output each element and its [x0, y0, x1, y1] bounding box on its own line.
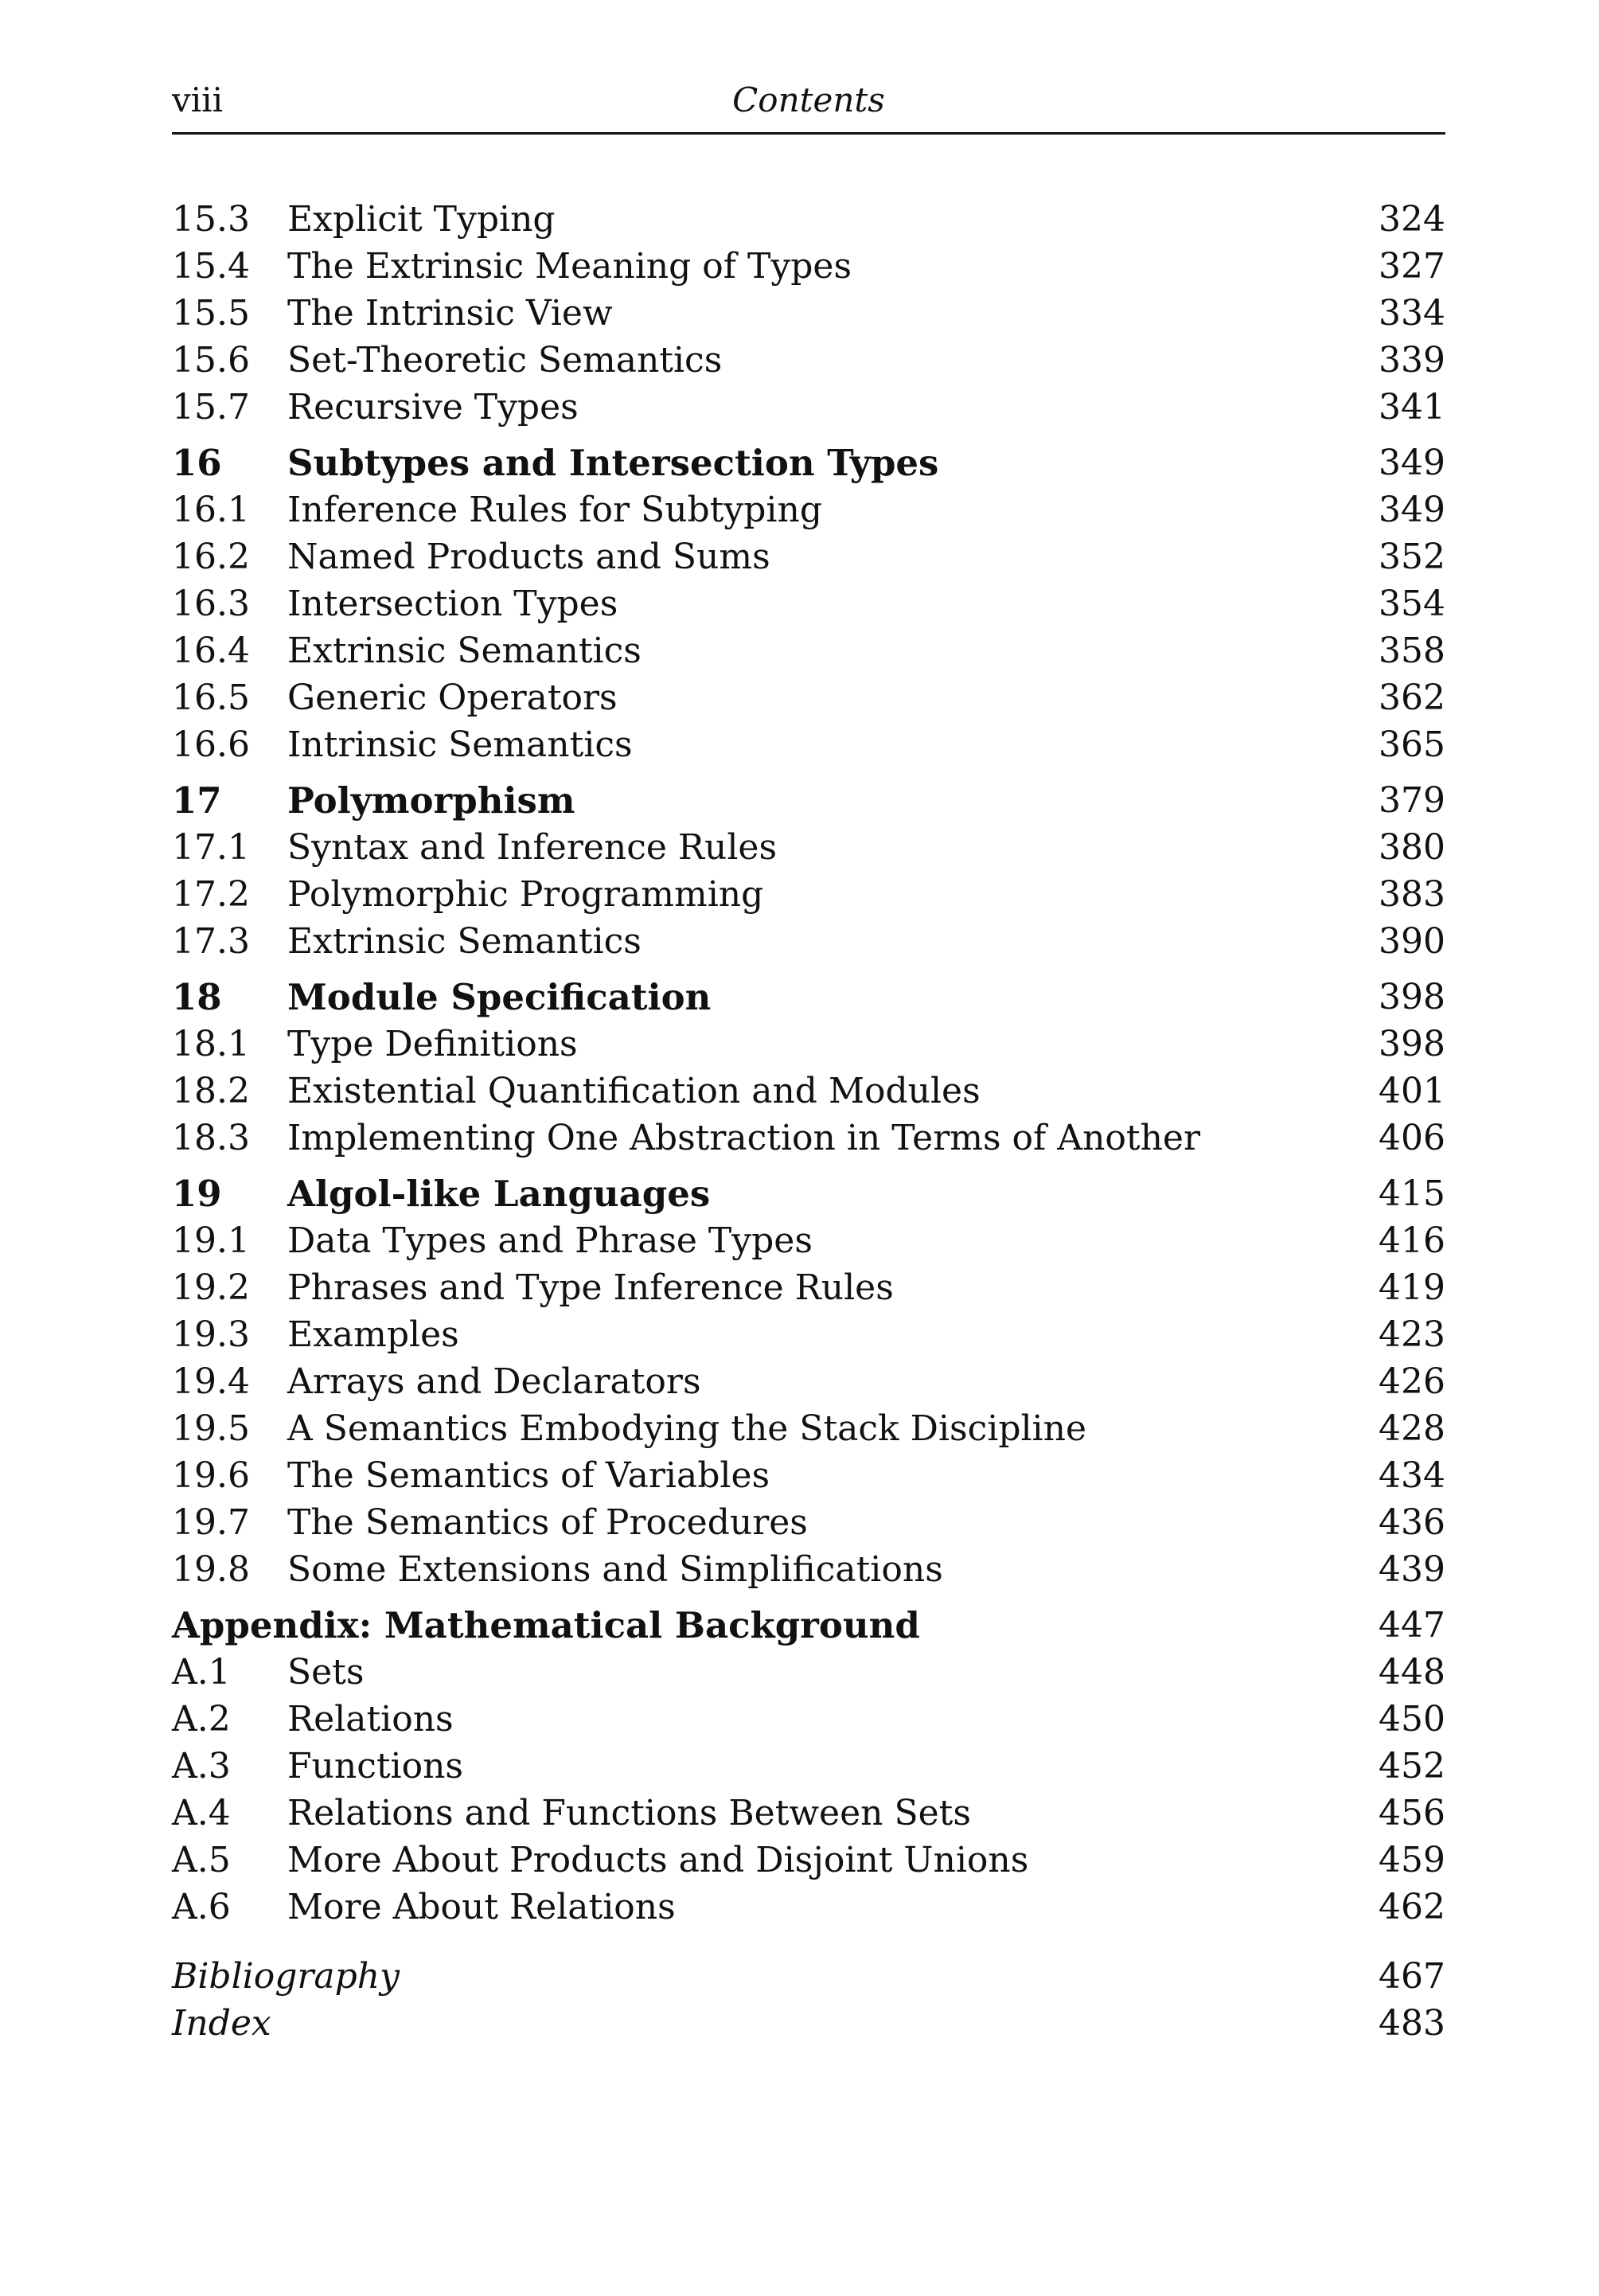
toc-entry-number: 17: [172, 779, 222, 822]
toc-entry-number: 19.2: [172, 1267, 250, 1308]
toc-backmatter-entry[interactable]: [172, 2000, 1445, 2047]
toc-entry-page: 456: [1379, 1793, 1445, 1833]
toc-entry-number: 16.3: [172, 584, 250, 624]
toc-entry-title: A Semantics Embodying the Stack Discipline: [287, 1408, 1087, 1449]
toc-appendix-entry[interactable]: [172, 1602, 1445, 1649]
toc-section-entry[interactable]: [172, 1405, 1445, 1452]
toc-section-entry[interactable]: [172, 1837, 1445, 1884]
toc-entry-number: 15.3: [172, 199, 250, 240]
toc-entry-title: Existential Quantification and Modules: [287, 1071, 981, 1111]
toc-section-entry[interactable]: [172, 1884, 1445, 1931]
toc-entry-page: 434: [1379, 1455, 1445, 1496]
toc-entry-title: Syntax and Inference Rules: [287, 827, 778, 868]
toc-section-entry[interactable]: [172, 1790, 1445, 1837]
toc-entry-title: Relations and Functions Between Sets: [287, 1793, 971, 1833]
toc-entry-title: Implementing One Abstraction in Terms of Another: [287, 1118, 1200, 1158]
toc-entry-number: 19.8: [172, 1549, 250, 1590]
toc-section-entry[interactable]: [172, 1115, 1445, 1162]
toc-entry-number: 19.7: [172, 1502, 250, 1543]
toc-entry-number: 15.5: [172, 293, 250, 334]
toc-entry-page: 334: [1379, 293, 1445, 334]
toc-entry-page: 483: [1379, 2003, 1445, 2044]
toc-entry-page: 365: [1379, 724, 1445, 765]
toc-entry-title: The Intrinsic View: [287, 293, 613, 334]
toc-entry-title: The Extrinsic Meaning of Types: [287, 246, 852, 287]
toc-section-entry[interactable]: [172, 337, 1445, 384]
toc-entry-page: 423: [1379, 1314, 1445, 1355]
toc-entry-page: 327: [1379, 246, 1445, 287]
toc-entry-number: 16: [172, 442, 222, 484]
toc-entry-title: The Semantics of Procedures: [287, 1502, 808, 1543]
toc-section-entry[interactable]: [172, 1358, 1445, 1405]
toc-entry-page: 419: [1379, 1267, 1445, 1308]
toc-entry-page: 352: [1379, 537, 1445, 577]
toc-entry-number: A.5: [172, 1840, 231, 1880]
toc-section-entry[interactable]: [172, 674, 1445, 721]
toc-entry-number: 15.6: [172, 340, 250, 381]
toc-entry-page: 447: [1379, 1605, 1445, 1646]
toc-entry-number: A.6: [172, 1887, 231, 1927]
toc-section-entry[interactable]: [172, 533, 1445, 580]
toc-section-entry[interactable]: [172, 627, 1445, 674]
toc-section-entry[interactable]: [172, 1217, 1445, 1264]
toc-entry-title: Subtypes and Intersection Types: [287, 442, 939, 484]
toc-entry-title: Named Products and Sums: [287, 537, 770, 577]
toc-entry-page: 401: [1379, 1071, 1445, 1111]
toc-entry-number: A.3: [172, 1746, 231, 1786]
toc-entry-title: Polymorphism: [287, 779, 575, 822]
toc-entry-page: 398: [1379, 1024, 1445, 1064]
toc-entry-title: Extrinsic Semantics: [287, 921, 642, 962]
toc-section-entry[interactable]: [172, 243, 1445, 290]
toc-section-entry[interactable]: [172, 1452, 1445, 1499]
toc-section-entry[interactable]: [172, 1696, 1445, 1743]
toc-entry-title: Arrays and Declarators: [287, 1361, 701, 1402]
toc-chapter-entry[interactable]: [172, 439, 1445, 486]
toc-entry-number: 15.4: [172, 246, 250, 287]
toc-entry-page: 436: [1379, 1502, 1445, 1543]
toc-entry-number: 19.5: [172, 1408, 250, 1449]
toc-entry-number: 16.4: [172, 631, 250, 671]
toc-section-entry[interactable]: [172, 1499, 1445, 1546]
toc-entry-page: 450: [1379, 1699, 1445, 1740]
toc-entry-title: Algol-like Languages: [287, 1173, 711, 1215]
toc-entry-number: 16.5: [172, 677, 250, 718]
toc-entry-title: Appendix: Mathematical Background: [172, 1604, 920, 1646]
toc-section-entry[interactable]: [172, 824, 1445, 871]
toc-entry-title: Some Extensions and Simplifications: [287, 1549, 943, 1590]
toc-entry-page: 416: [1379, 1220, 1445, 1261]
toc-entry-number: 16.1: [172, 490, 250, 530]
toc-chapter-entry[interactable]: [172, 777, 1445, 824]
toc-section-entry[interactable]: [172, 1743, 1445, 1790]
toc-entry-title: Extrinsic Semantics: [287, 631, 642, 671]
table-of-contents: [172, 196, 1445, 2047]
toc-entry-page: 428: [1379, 1408, 1445, 1449]
toc-entry-page: 362: [1379, 677, 1445, 718]
toc-entry-number: A.4: [172, 1793, 231, 1833]
toc-section-entry[interactable]: [172, 486, 1445, 533]
toc-entry-title: Data Types and Phrase Types: [287, 1220, 813, 1261]
toc-entry-number: 17.1: [172, 827, 250, 868]
toc-entry-title: Polymorphic Programming: [287, 874, 764, 915]
toc-section-entry[interactable]: [172, 384, 1445, 431]
toc-entry-title: Index: [172, 2003, 271, 2044]
toc-entry-page: 426: [1379, 1361, 1445, 1402]
toc-entry-title: Intrinsic Semantics: [287, 724, 633, 765]
toc-entry-number: 16.6: [172, 724, 250, 765]
toc-entry-number: 17.3: [172, 921, 250, 962]
toc-entry-title: Sets: [287, 1652, 365, 1693]
toc-entry-title: The Semantics of Variables: [287, 1455, 770, 1496]
toc-entry-page: 448: [1379, 1652, 1445, 1693]
toc-section-entry[interactable]: [172, 196, 1445, 243]
toc-entry-number: 19.6: [172, 1455, 250, 1496]
toc-entry-number: 15.7: [172, 387, 250, 428]
toc-entry-page: 406: [1379, 1118, 1445, 1158]
toc-entry-page: 354: [1379, 584, 1445, 624]
toc-entry-title: Set-Theoretic Semantics: [287, 340, 723, 381]
toc-entry-page: 398: [1379, 977, 1445, 1017]
toc-entry-number: 19: [172, 1173, 222, 1215]
toc-entry-page: 467: [1379, 1956, 1445, 1997]
toc-entry-title: Type Definitions: [287, 1024, 578, 1064]
toc-entry-number: 18.2: [172, 1071, 250, 1111]
toc-entry-page: 390: [1379, 921, 1445, 962]
toc-entry-number: A.1: [172, 1652, 231, 1693]
toc-section-entry[interactable]: [172, 1021, 1445, 1068]
toc-entry-title: Explicit Typing: [287, 199, 556, 240]
toc-entry-page: 380: [1379, 827, 1445, 868]
toc-backmatter-entry[interactable]: [172, 1953, 1445, 2000]
toc-entry-number: 18: [172, 976, 222, 1018]
toc-entry-page: 383: [1379, 874, 1445, 915]
header-rule: [172, 132, 1445, 135]
toc-entry-title: Module Specification: [287, 976, 712, 1018]
toc-section-entry[interactable]: [172, 1546, 1445, 1593]
running-head: [172, 76, 1445, 134]
toc-chapter-entry[interactable]: [172, 1170, 1445, 1217]
toc-entry-page: 415: [1379, 1173, 1445, 1214]
toc-entry-page: 379: [1379, 780, 1445, 821]
toc-entry-title: Intersection Types: [287, 584, 618, 624]
toc-entry-title: Examples: [287, 1314, 459, 1355]
toc-chapter-entry[interactable]: [172, 974, 1445, 1021]
toc-entry-title: Bibliography: [172, 1956, 400, 1997]
toc-entry-number: 19.1: [172, 1220, 250, 1261]
toc-entry-page: 459: [1379, 1840, 1445, 1880]
toc-entry-title: More About Products and Disjoint Unions: [287, 1840, 1029, 1880]
toc-entry-number: 19.3: [172, 1314, 250, 1355]
toc-section-entry[interactable]: [172, 1649, 1445, 1696]
toc-section-entry[interactable]: [172, 1311, 1445, 1358]
toc-entry-number: 16.2: [172, 537, 250, 577]
toc-section-entry[interactable]: [172, 1068, 1445, 1115]
toc-entry-title: More About Relations: [287, 1887, 676, 1927]
running-title: Contents: [732, 80, 885, 119]
toc-entry-page: 341: [1379, 387, 1445, 428]
toc-entry-page: 462: [1379, 1887, 1445, 1927]
page-number: viii: [172, 80, 224, 119]
toc-section-entry[interactable]: [172, 290, 1445, 337]
toc-entry-number: 18.3: [172, 1118, 250, 1158]
toc-entry-number: 17.2: [172, 874, 250, 915]
toc-section-entry[interactable]: [172, 918, 1445, 965]
toc-entry-title: Generic Operators: [287, 677, 618, 718]
toc-entry-page: 339: [1379, 340, 1445, 381]
toc-section-entry[interactable]: [172, 721, 1445, 768]
toc-section-entry[interactable]: [172, 871, 1445, 918]
toc-entry-page: 358: [1379, 631, 1445, 671]
toc-entry-title: Relations: [287, 1699, 454, 1740]
toc-entry-title: Recursive Types: [287, 387, 579, 428]
toc-entry-number: 19.4: [172, 1361, 250, 1402]
toc-section-entry[interactable]: [172, 580, 1445, 627]
toc-entry-title: Phrases and Type Inference Rules: [287, 1267, 894, 1308]
toc-entry-title: Functions: [287, 1746, 464, 1786]
toc-entry-page: 349: [1379, 490, 1445, 530]
toc-entry-page: 452: [1379, 1746, 1445, 1786]
toc-entry-page: 324: [1379, 199, 1445, 240]
toc-section-entry[interactable]: [172, 1264, 1445, 1311]
toc-entry-page: 439: [1379, 1549, 1445, 1590]
toc-entry-page: 349: [1379, 443, 1445, 483]
toc-entry-number: 18.1: [172, 1024, 250, 1064]
toc-entry-title: Inference Rules for Subtyping: [287, 490, 822, 530]
toc-entry-number: A.2: [172, 1699, 231, 1740]
